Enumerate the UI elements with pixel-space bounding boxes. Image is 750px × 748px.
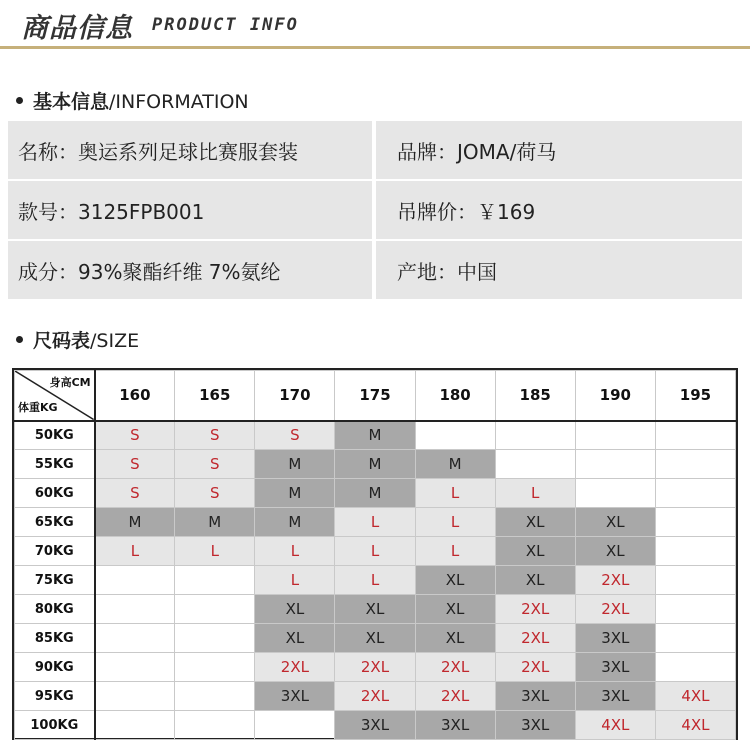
size-cell: L — [335, 566, 415, 595]
size-row — [15, 479, 736, 508]
size-cell: 2XL — [495, 653, 575, 682]
info-cell — [8, 241, 372, 299]
size-cell — [575, 450, 655, 479]
size-cell: XL — [415, 595, 495, 624]
size-cell: M — [255, 479, 335, 508]
info-composition: 成分：93%聚酯纤维 7%氨纶 — [18, 259, 281, 284]
size-cell — [655, 653, 735, 682]
info-cell — [376, 181, 742, 239]
size-cell — [655, 479, 735, 508]
size-cell: L — [415, 537, 495, 566]
weight-label: 50KG — [15, 421, 95, 450]
size-cell: XL — [495, 537, 575, 566]
size-cell: M — [415, 450, 495, 479]
info-style-no: 款号：3125FPB001 — [18, 199, 205, 224]
weight-label: 90KG — [15, 653, 95, 682]
weight-label: 60KG — [15, 479, 95, 508]
size-cell: M — [335, 421, 415, 450]
size-chart-table — [14, 370, 736, 740]
height-header-175: 175 — [335, 371, 415, 421]
size-cell — [95, 624, 175, 653]
size-cell — [95, 595, 175, 624]
size-row — [15, 537, 736, 566]
size-cell — [495, 450, 575, 479]
size-cell — [655, 450, 735, 479]
size-cell: L — [95, 537, 175, 566]
info-name: 名称：奥运系列足球比赛服套装 — [18, 139, 298, 164]
size-cell: 2XL — [255, 653, 335, 682]
size-cell: L — [415, 508, 495, 537]
weight-label: 55KG — [15, 450, 95, 479]
info-section-heading — [16, 87, 249, 114]
info-cell — [8, 181, 372, 239]
size-cell: XL — [255, 624, 335, 653]
size-cell: 2XL — [415, 653, 495, 682]
size-cell: M — [335, 450, 415, 479]
size-row — [15, 595, 736, 624]
size-cell: L — [335, 508, 415, 537]
size-cell: 3XL — [415, 711, 495, 740]
info-row — [8, 241, 742, 299]
size-cell: 2XL — [575, 566, 655, 595]
size-cell — [175, 653, 255, 682]
size-header-row — [15, 371, 736, 421]
size-cell: 3XL — [575, 682, 655, 711]
height-header-195: 195 — [655, 371, 735, 421]
size-cell: S — [95, 450, 175, 479]
info-heading-en: /INFORMATION — [109, 91, 249, 113]
size-cell — [255, 711, 335, 740]
height-header-160: 160 — [95, 371, 175, 421]
size-cell: M — [335, 479, 415, 508]
size-cell: XL — [495, 566, 575, 595]
size-cell — [95, 653, 175, 682]
size-cell — [415, 421, 495, 450]
height-header-190: 190 — [575, 371, 655, 421]
size-cell: M — [175, 508, 255, 537]
size-cell: S — [175, 479, 255, 508]
size-cell: 2XL — [335, 682, 415, 711]
size-cell: L — [255, 537, 335, 566]
size-row — [15, 682, 736, 711]
size-row — [15, 653, 736, 682]
size-cell: L — [415, 479, 495, 508]
size-cell: 2XL — [495, 624, 575, 653]
size-row — [15, 624, 736, 653]
size-cell: M — [255, 450, 335, 479]
size-cell — [95, 566, 175, 595]
size-cell: M — [95, 508, 175, 537]
info-row — [8, 121, 742, 179]
size-cell: 2XL — [335, 653, 415, 682]
header-title-en: PRODUCT INFO — [152, 15, 299, 35]
info-origin: 产地：中国 — [397, 259, 497, 284]
size-cell: XL — [575, 537, 655, 566]
size-cell: S — [255, 421, 335, 450]
size-cell: S — [175, 450, 255, 479]
bullet-icon — [16, 336, 23, 343]
weight-axis-label: 体重KG — [18, 400, 58, 414]
info-brand: 品牌：JOMA/荷马 — [397, 139, 557, 164]
size-cell — [95, 682, 175, 711]
size-row — [15, 508, 736, 537]
size-cell — [175, 595, 255, 624]
size-cell: L — [255, 566, 335, 595]
height-header-165: 165 — [175, 371, 255, 421]
weight-label: 65KG — [15, 508, 95, 537]
height-axis-label: 身高CM — [49, 376, 91, 389]
size-section-heading — [16, 326, 139, 353]
info-cell — [376, 121, 742, 179]
size-cell — [655, 537, 735, 566]
height-header-180: 180 — [415, 371, 495, 421]
size-row — [15, 421, 736, 450]
size-cell: XL — [255, 595, 335, 624]
height-header-185: 185 — [495, 371, 575, 421]
page-header — [0, 0, 750, 48]
size-cell: 2XL — [575, 595, 655, 624]
info-heading-cn: 基本信息 — [33, 91, 110, 113]
size-cell: L — [335, 537, 415, 566]
info-cell — [376, 241, 742, 299]
size-cell — [655, 566, 735, 595]
height-header-170: 170 — [255, 371, 335, 421]
size-cell: XL — [335, 624, 415, 653]
size-cell: 3XL — [495, 711, 575, 740]
size-cell: 4XL — [655, 711, 735, 740]
size-row — [15, 450, 736, 479]
weight-label: 75KG — [15, 566, 95, 595]
info-table — [8, 121, 742, 301]
info-row — [8, 181, 742, 239]
size-cell — [95, 711, 175, 740]
bullet-icon — [16, 97, 23, 104]
size-cell: 2XL — [495, 595, 575, 624]
size-cell: 4XL — [655, 682, 735, 711]
weight-label: 95KG — [15, 682, 95, 711]
size-cell: 3XL — [335, 711, 415, 740]
size-heading-en: /SIZE — [90, 330, 140, 352]
weight-label: 100KG — [15, 711, 95, 740]
size-corner-cell — [15, 371, 95, 421]
size-cell: XL — [575, 508, 655, 537]
size-cell — [655, 595, 735, 624]
size-cell: XL — [415, 624, 495, 653]
size-cell: XL — [495, 508, 575, 537]
size-cell — [575, 421, 655, 450]
size-cell: S — [175, 421, 255, 450]
size-cell — [655, 508, 735, 537]
size-cell: XL — [335, 595, 415, 624]
size-cell — [495, 421, 575, 450]
size-row — [15, 566, 736, 595]
size-cell: L — [495, 479, 575, 508]
size-cell — [175, 624, 255, 653]
weight-label: 85KG — [15, 624, 95, 653]
size-cell — [175, 682, 255, 711]
size-cell — [175, 711, 255, 740]
size-cell: S — [95, 479, 175, 508]
size-cell: 3XL — [575, 624, 655, 653]
weight-label: 70KG — [15, 537, 95, 566]
size-cell: S — [95, 421, 175, 450]
size-cell — [655, 624, 735, 653]
size-cell — [575, 479, 655, 508]
size-cell: 2XL — [415, 682, 495, 711]
info-cell — [8, 121, 372, 179]
size-row — [15, 711, 736, 740]
size-cell: 4XL — [575, 711, 655, 740]
size-chart — [12, 368, 738, 740]
size-cell — [175, 566, 255, 595]
size-cell — [655, 421, 735, 450]
size-cell: L — [175, 537, 255, 566]
size-cell: M — [255, 508, 335, 537]
size-heading-cn: 尺码表 — [33, 330, 91, 352]
weight-label: 80KG — [15, 595, 95, 624]
size-cell: 3XL — [495, 682, 575, 711]
header-divider — [0, 46, 750, 49]
size-cell: 3XL — [255, 682, 335, 711]
size-cell: 3XL — [575, 653, 655, 682]
info-price: 吊牌价：￥169 — [397, 199, 536, 224]
size-cell: XL — [415, 566, 495, 595]
header-title-cn: 商品信息 — [21, 13, 133, 44]
